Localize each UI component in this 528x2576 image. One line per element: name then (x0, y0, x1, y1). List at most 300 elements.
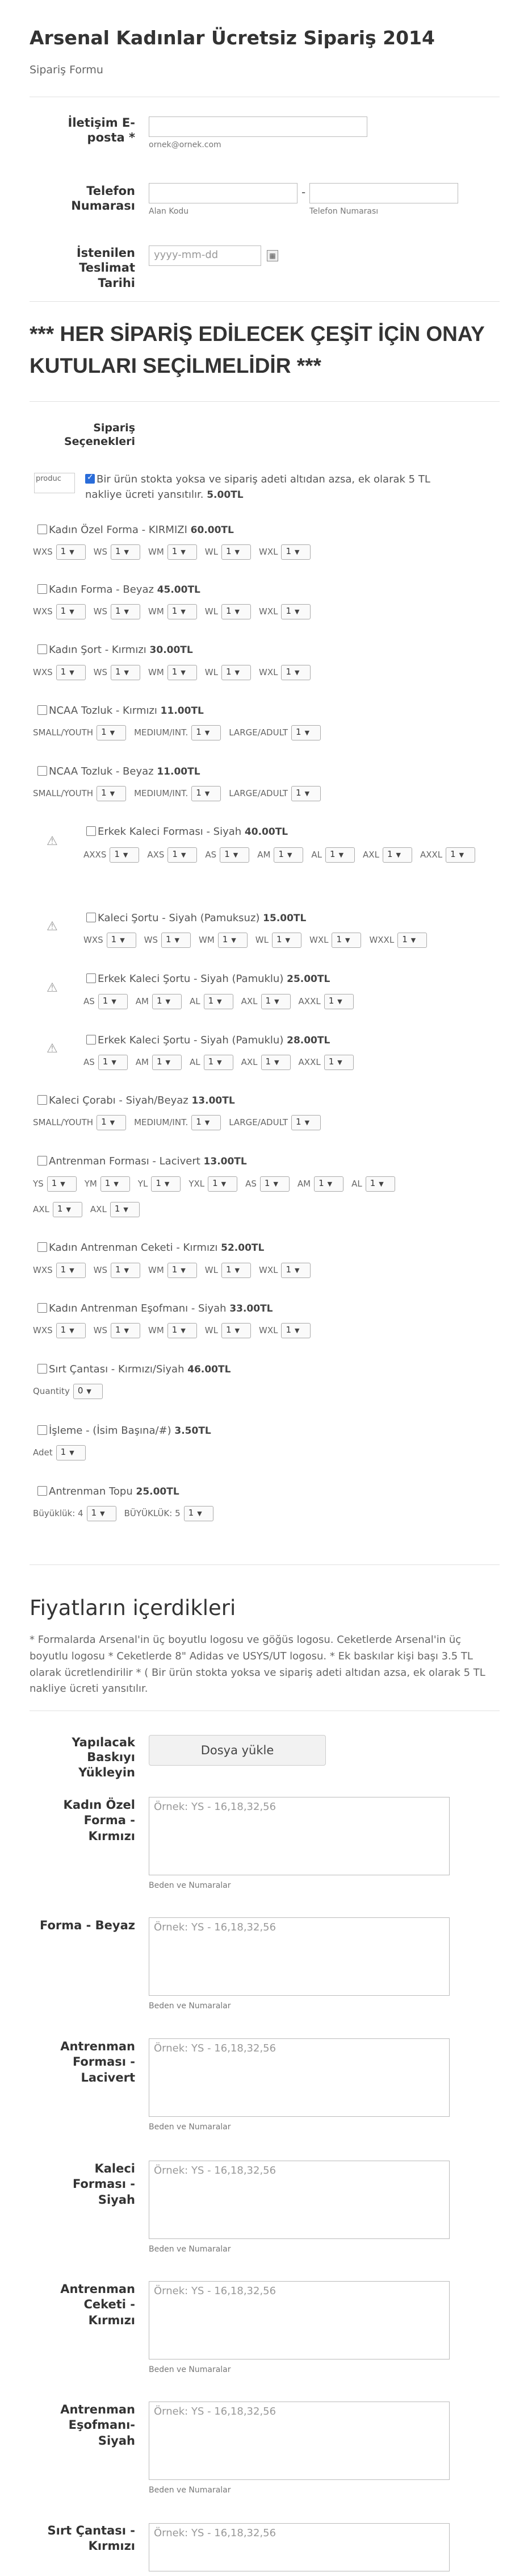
quantity-select[interactable] (204, 1055, 233, 1070)
calendar-icon[interactable]: ▦ (267, 250, 278, 261)
size-label: AXL (363, 850, 379, 860)
quantity-value: 1 (188, 1508, 194, 1518)
product-name: Kadın Antrenman Ceketi - Kırmızı (49, 1242, 218, 1254)
quantity-value: 1 (387, 849, 393, 859)
quantity-value: 1 (286, 1325, 291, 1335)
quantity-select[interactable] (397, 933, 427, 948)
chevron-down-icon: ▼ (110, 790, 115, 797)
product-name: Erkek Kaleci Şortu - Siyah (Pamuklu) (98, 1034, 284, 1046)
quantity-value: 1 (115, 667, 121, 677)
quantity-select[interactable] (446, 847, 475, 863)
product-checkbox[interactable] (86, 913, 96, 922)
quantity-select[interactable] (281, 544, 311, 560)
product-item (86, 1034, 330, 1046)
quantity-value: 1 (328, 1056, 334, 1067)
quantity-value: 1 (171, 1264, 178, 1275)
quantity-select[interactable] (97, 725, 126, 740)
size-label: AXS (147, 850, 165, 860)
product-price: 60.00TL (190, 525, 234, 536)
chevron-down-icon: ▼ (60, 1180, 65, 1188)
product-name: Antrenman Topu (49, 1485, 133, 1497)
quantity-select[interactable] (167, 665, 197, 680)
phone-number-input[interactable] (309, 183, 458, 203)
quantity-select[interactable] (291, 725, 321, 740)
chevron-down-icon: ▼ (234, 669, 240, 676)
numbers-sublabel: Beden ve Numaralar (149, 2123, 231, 2132)
size-label: WXS (33, 547, 53, 557)
phone-label: Telefon Numarası (71, 184, 135, 213)
size-label: WL (204, 1265, 218, 1275)
size-row (83, 994, 362, 1009)
chevron-down-icon: ▼ (111, 1059, 116, 1066)
chevron-down-icon: ▼ (221, 1180, 227, 1188)
chevron-down-icon: ▼ (124, 1327, 129, 1334)
size-label: YM (84, 1179, 97, 1189)
quantity-select[interactable] (111, 1263, 140, 1278)
product-item (86, 912, 306, 924)
chevron-down-icon: ▼ (164, 1180, 170, 1188)
quantity-value: 1 (450, 849, 456, 859)
quantity-select[interactable] (221, 1323, 251, 1338)
size-label: YXL (188, 1179, 205, 1189)
quantity-value: 1 (57, 1204, 63, 1214)
size-label: AM (135, 996, 149, 1006)
quantity-value: 1 (402, 934, 408, 944)
product-price: 11.00TL (160, 705, 204, 717)
quantity-select[interactable] (152, 994, 182, 1009)
size-label: AXL (90, 1204, 107, 1214)
quantity-value: 1 (102, 996, 108, 1006)
chevron-down-icon: ▼ (217, 998, 222, 1005)
numbers-textarea[interactable]: Örnek: YS - 16,18,32,56 (149, 2038, 450, 2117)
chevron-down-icon: ▼ (274, 998, 279, 1005)
product-checkbox[interactable] (37, 1242, 47, 1252)
quantity-select[interactable] (87, 1506, 116, 1521)
size-label: MEDIUM/INT. (134, 1117, 188, 1127)
quantity-select[interactable] (191, 1115, 221, 1130)
email-input[interactable] (149, 116, 367, 137)
quantity-select[interactable] (167, 544, 197, 560)
quantity-select[interactable] (47, 1176, 77, 1192)
quantity-select[interactable] (325, 847, 355, 863)
quantity-select[interactable] (98, 994, 128, 1009)
product-checkbox[interactable] (37, 705, 47, 715)
quantity-select[interactable] (56, 544, 86, 560)
size-label: WM (148, 1325, 164, 1335)
numbers-sublabel: Beden ve Numaralar (149, 2486, 231, 2495)
quantity-value: 1 (172, 849, 178, 859)
chevron-down-icon: ▼ (204, 790, 210, 797)
numbers-label: Kaleci Forması - Siyah (72, 2162, 135, 2207)
quantity-select[interactable] (366, 1176, 395, 1192)
size-label: SMALL/YOUTH (33, 727, 94, 738)
size-row (83, 933, 435, 948)
form-title: Arsenal Kadınlar Ücretsiz Sipariş 2014 (30, 27, 435, 49)
product-name: Erkek Kaleci Şortu - Siyah (Pamuklu) (98, 973, 284, 985)
quantity-value: 1 (171, 546, 178, 556)
chevron-down-icon: ▼ (86, 1388, 91, 1395)
quantity-select[interactable] (184, 1506, 213, 1521)
chevron-down-icon: ▼ (181, 608, 186, 615)
upload-button[interactable]: Dosya yükle (149, 1735, 326, 1766)
size-label: WM (148, 667, 164, 677)
size-label: WM (148, 606, 164, 617)
chevron-down-icon: ▼ (338, 851, 344, 859)
chevron-down-icon: ▼ (123, 851, 128, 859)
quantity-value: 1 (330, 849, 336, 859)
size-label: AXL (241, 1057, 258, 1067)
size-row (33, 1506, 221, 1521)
size-label: AL (351, 1179, 362, 1189)
phone-number-sublabel: Telefon Numarası (309, 207, 379, 216)
product-price: 15.00TL (263, 913, 307, 924)
numbers-label: Sırt Çantası - Kırmızı (47, 2524, 135, 2553)
quantity-select[interactable] (167, 1323, 197, 1338)
product-name: Kaleci Şortu - Siyah (Pamuksuz) (98, 912, 260, 924)
quantity-value: 1 (111, 934, 117, 944)
product-item (37, 644, 193, 656)
chevron-down-icon: ▼ (231, 937, 236, 944)
quantity-select[interactable] (220, 847, 249, 863)
shipping-line-2: nakliye ücreti yansıtılır. 5.00TL (85, 489, 244, 501)
quantity-select[interactable] (111, 665, 140, 680)
quantity-select[interactable] (281, 1263, 311, 1278)
size-label: WXL (309, 935, 329, 945)
size-label: WXXL (369, 935, 395, 945)
quantity-select[interactable] (56, 604, 86, 619)
quantity-select[interactable] (324, 994, 354, 1009)
quantity-value: 1 (319, 1178, 324, 1188)
size-label: AS (245, 1179, 257, 1189)
email-label: İletişim E-posta * (68, 116, 135, 145)
product-price: 40.00TL (244, 826, 288, 838)
quantity-value: 1 (328, 996, 334, 1006)
order-options-label: Sipariş Seçenekleri (64, 422, 135, 448)
size-label: SMALL/YOUTH (33, 788, 94, 798)
size-label: MEDIUM/INT. (134, 788, 188, 798)
chevron-down-icon: ▼ (165, 998, 171, 1005)
quantity-select[interactable] (274, 847, 303, 863)
numbers-textarea[interactable]: Örnek: YS - 16,18,32,56 (149, 2161, 450, 2239)
quantity-value: 1 (222, 934, 228, 944)
size-row (33, 1263, 319, 1278)
chevron-down-icon: ▼ (165, 1059, 171, 1066)
size-row (33, 725, 329, 740)
size-row (33, 1384, 111, 1399)
chevron-down-icon: ▼ (124, 608, 129, 615)
quantity-select[interactable] (73, 1384, 103, 1399)
quantity-value: 1 (336, 934, 342, 944)
chevron-down-icon: ▼ (66, 1206, 71, 1213)
numbers-textarea[interactable]: Örnek: YS - 16,18,32,56 (149, 1797, 450, 1875)
product-name: Erkek Kaleci Forması - Siyah (98, 826, 242, 838)
size-label: WS (93, 1325, 107, 1335)
chevron-down-icon: ▼ (123, 1206, 128, 1213)
quantity-value: 1 (265, 996, 271, 1006)
quantity-value: 1 (296, 1117, 301, 1127)
numbers-sublabel: Beden ve Numaralar (149, 1881, 231, 1890)
chevron-down-icon: ▼ (69, 548, 74, 556)
size-label: AXXL (298, 1057, 321, 1067)
quantity-select[interactable] (56, 1323, 86, 1338)
quantity-select[interactable] (383, 847, 412, 863)
product-checkbox[interactable] (37, 1303, 47, 1313)
size-label: WXL (258, 667, 278, 677)
quantity-select[interactable] (314, 1176, 343, 1192)
size-label: WL (255, 935, 269, 945)
quantity-value: 1 (60, 546, 66, 556)
quantity-select[interactable] (167, 847, 197, 863)
quantity-value: 1 (286, 1264, 291, 1275)
quantity-value: 1 (60, 606, 66, 616)
quantity-select[interactable] (151, 1176, 181, 1192)
quantity-select[interactable] (56, 1263, 86, 1278)
size-label: Adet (33, 1447, 53, 1458)
product-checkbox[interactable] (37, 1425, 47, 1435)
product-item (86, 826, 288, 838)
quantity-value: 1 (166, 934, 171, 944)
shipping-checkbox[interactable] (85, 474, 95, 484)
quantity-value: 1 (156, 1178, 161, 1188)
product-item (37, 1242, 264, 1254)
size-label: AXL (33, 1204, 49, 1214)
chevron-down-icon: ▼ (337, 1059, 342, 1066)
quantity-select[interactable] (208, 1176, 237, 1192)
numbers-textarea[interactable]: Örnek: YS - 16,18,32,56 (149, 2281, 450, 2359)
quantity-select[interactable] (204, 994, 233, 1009)
form-subtitle: Sipariş Formu (30, 64, 103, 76)
size-row (33, 604, 319, 619)
size-label: WXL (258, 1265, 278, 1275)
product-item (37, 1485, 179, 1497)
quantity-value: 1 (114, 1204, 120, 1214)
quantity-select[interactable] (291, 1115, 321, 1130)
chevron-down-icon: ▼ (217, 1059, 222, 1066)
product-item (37, 765, 200, 777)
quantity-select[interactable] (260, 1176, 290, 1192)
quantity-value: 1 (157, 996, 162, 1006)
quantity-select[interactable] (291, 786, 321, 801)
quantity-select[interactable] (191, 725, 221, 740)
quantity-value: 1 (224, 849, 230, 859)
quantity-value: 1 (60, 1447, 66, 1457)
quantity-select[interactable] (221, 604, 251, 619)
chevron-down-icon: ▼ (120, 937, 125, 944)
size-label: SMALL/YOUTH (33, 1117, 94, 1127)
product-name: Antrenman Forması - Lacivert (49, 1155, 200, 1167)
numbers-textarea[interactable]: Örnek: YS - 16,18,32,56 (149, 1917, 450, 1996)
chevron-down-icon: ▼ (181, 1327, 186, 1334)
quantity-select[interactable] (167, 1263, 197, 1278)
chevron-down-icon: ▼ (69, 1267, 74, 1274)
product-checkbox[interactable] (37, 644, 47, 654)
numbers-label: Antrenman Ceketi - Kırmızı (60, 2282, 135, 2327)
size-label: AS (83, 996, 95, 1006)
product-checkbox[interactable] (37, 1364, 47, 1374)
quantity-value: 0 (77, 1385, 83, 1396)
quantity-select[interactable] (221, 665, 251, 680)
quantity-value: 1 (157, 1056, 162, 1067)
quantity-select[interactable] (56, 1445, 86, 1460)
chevron-down-icon: ▼ (285, 937, 290, 944)
numbers-textarea[interactable]: Örnek: YS - 16,18,32,56 (149, 2402, 450, 2480)
size-label: AM (135, 1057, 149, 1067)
quantity-select[interactable] (332, 933, 361, 948)
chevron-down-icon: ▼ (124, 548, 129, 556)
chevron-down-icon: ▼ (295, 548, 300, 556)
shipping-line: ✓ Bir ürün stokta yoksa ve sipariş adeti altıdan azsa, ek olarak 5 TL (85, 473, 430, 485)
quantity-select[interactable] (272, 933, 301, 948)
quantity-select[interactable] (281, 604, 311, 619)
chevron-down-icon: ▼ (69, 1449, 74, 1456)
chevron-down-icon: ▼ (327, 1180, 333, 1188)
quantity-value: 1 (196, 1117, 202, 1127)
quantity-select[interactable] (56, 665, 86, 680)
quantity-select[interactable] (324, 1055, 354, 1070)
prices-heading: Fiyatların içerdikleri (30, 1596, 236, 1620)
size-row (33, 786, 329, 801)
quantity-select[interactable] (261, 1055, 291, 1070)
chevron-down-icon: ▼ (304, 729, 310, 736)
product-checkbox[interactable] (86, 973, 96, 983)
size-label: WXS (33, 606, 53, 617)
chevron-down-icon: ▼ (110, 729, 115, 736)
quantity-value: 1 (101, 1117, 107, 1127)
size-label: WXS (33, 1265, 53, 1275)
product-name: İşleme - (İsim Başına/#) (49, 1425, 171, 1437)
quantity-select[interactable] (111, 544, 140, 560)
quantity-select[interactable] (97, 1115, 126, 1130)
quantity-value: 1 (115, 546, 121, 556)
size-label: WXL (258, 547, 278, 557)
numbers-label: Kadın Özel Forma - Kırmızı (63, 1798, 135, 1843)
product-item (37, 1425, 211, 1437)
product-checkbox[interactable] (37, 525, 47, 534)
product-price: 46.00TL (187, 1364, 231, 1375)
product-checkbox[interactable] (86, 1035, 96, 1044)
chevron-down-icon: ▼ (114, 1180, 119, 1188)
size-label: WM (148, 1265, 164, 1275)
quantity-select[interactable] (281, 665, 311, 680)
delivery-date-label: İstenilen Teslimat Tarihi (76, 246, 135, 290)
chevron-down-icon: ▼ (110, 1119, 115, 1126)
warning-icon: ⚠ (47, 981, 58, 995)
quantity-select[interactable] (111, 604, 140, 619)
size-label: WXL (258, 1325, 278, 1335)
size-label: AXXL (420, 850, 443, 860)
chevron-down-icon: ▼ (124, 669, 129, 676)
quantity-select[interactable] (161, 933, 191, 948)
chevron-down-icon: ▼ (181, 851, 186, 859)
size-row (83, 1055, 362, 1070)
chevron-down-icon: ▼ (111, 998, 116, 1005)
product-checkbox[interactable] (37, 1486, 47, 1496)
quantity-select[interactable] (110, 1202, 140, 1217)
quantity-select[interactable] (152, 1055, 182, 1070)
quantity-value: 1 (91, 1508, 97, 1518)
size-label: AL (190, 996, 200, 1006)
quantity-select[interactable] (111, 1323, 140, 1338)
size-label: AL (311, 850, 322, 860)
quantity-value: 1 (276, 934, 282, 944)
quantity-value: 1 (102, 1056, 108, 1067)
quantity-select[interactable] (107, 933, 136, 948)
product-name: Kaleci Çorabı - Siyah/Beyaz (49, 1095, 188, 1106)
product-checkbox[interactable] (37, 1095, 47, 1105)
product-checkbox[interactable] (37, 584, 47, 594)
chevron-down-icon: ▼ (69, 608, 74, 615)
size-label: WS (144, 935, 158, 945)
product-price: 30.00TL (149, 644, 193, 656)
quantity-value: 1 (115, 606, 121, 616)
quantity-select[interactable] (261, 994, 291, 1009)
chevron-down-icon: ▼ (69, 669, 74, 676)
size-label: Quantity (33, 1386, 70, 1396)
chevron-down-icon: ▼ (204, 729, 210, 736)
quantity-value: 1 (171, 667, 178, 677)
quantity-value: 1 (278, 849, 284, 859)
chevron-down-icon: ▼ (181, 548, 186, 556)
quantity-select[interactable] (218, 933, 248, 948)
phone-area-input[interactable] (149, 183, 297, 203)
product-item (37, 1095, 235, 1106)
product-checkbox[interactable] (37, 766, 47, 776)
chevron-down-icon: ▼ (396, 851, 401, 859)
product-name: Sırt Çantası - Kırmızı/Siyah (49, 1363, 185, 1375)
size-row (33, 1202, 148, 1217)
numbers-sublabel: Beden ve Numaralar (149, 2245, 231, 2254)
product-item (86, 973, 330, 985)
size-label: WL (204, 1325, 218, 1335)
chevron-down-icon: ▼ (459, 851, 464, 859)
prices-description: * Formalarda Arsenal'in üç boyutlu logosu ve göğüs logosu. Ceketlerde Arsenal'in üç boyutlu logosu * Ceketlerde 8" Adidas ve USYS/UT logosu. * Ek baskılar kişi başı 3.5 TL olarak ücretlendirilir * ( Bir ürün stokta yoksa ve sipariş adeti altıdan azsa, ek olarak 5 TL nakliye ücreti yansıtılır. (30, 1634, 485, 1695)
chevron-down-icon: ▼ (273, 1180, 278, 1188)
quantity-select[interactable] (110, 847, 139, 863)
size-label: WL (204, 606, 218, 617)
quantity-value: 1 (171, 1325, 178, 1335)
product-price: 3.50TL (174, 1425, 211, 1437)
quantity-select[interactable] (53, 1202, 82, 1217)
product-checkbox[interactable] (86, 826, 96, 836)
divider (30, 301, 500, 302)
size-label: AM (257, 850, 271, 860)
product-price: 52.00TL (221, 1242, 265, 1254)
product-item (37, 1363, 231, 1375)
product-price: 11.00TL (157, 766, 200, 777)
chevron-down-icon: ▼ (204, 1119, 210, 1126)
quantity-select[interactable] (191, 786, 221, 801)
product-price: 25.00TL (287, 973, 330, 985)
quantity-value: 1 (101, 727, 107, 737)
size-label: WS (93, 1265, 107, 1275)
size-label: Büyüklük: 4 (33, 1508, 83, 1518)
delivery-date-input[interactable]: yyyy-mm-dd (149, 245, 261, 266)
quantity-select[interactable] (97, 786, 126, 801)
quantity-select[interactable] (167, 604, 197, 619)
quantity-select[interactable] (98, 1055, 128, 1070)
product-item (37, 524, 234, 536)
size-label: WXS (33, 667, 53, 677)
quantity-select[interactable] (281, 1323, 311, 1338)
quantity-select[interactable] (221, 1263, 251, 1278)
product-checkbox[interactable] (37, 1156, 47, 1166)
quantity-select[interactable] (100, 1176, 130, 1192)
chevron-down-icon: ▼ (337, 998, 342, 1005)
quantity-select[interactable] (221, 544, 251, 560)
numbers-textarea[interactable]: Örnek: YS - 16,18,32,56 (149, 2523, 450, 2571)
chevron-down-icon: ▼ (181, 1267, 186, 1274)
quantity-value: 1 (225, 546, 232, 556)
